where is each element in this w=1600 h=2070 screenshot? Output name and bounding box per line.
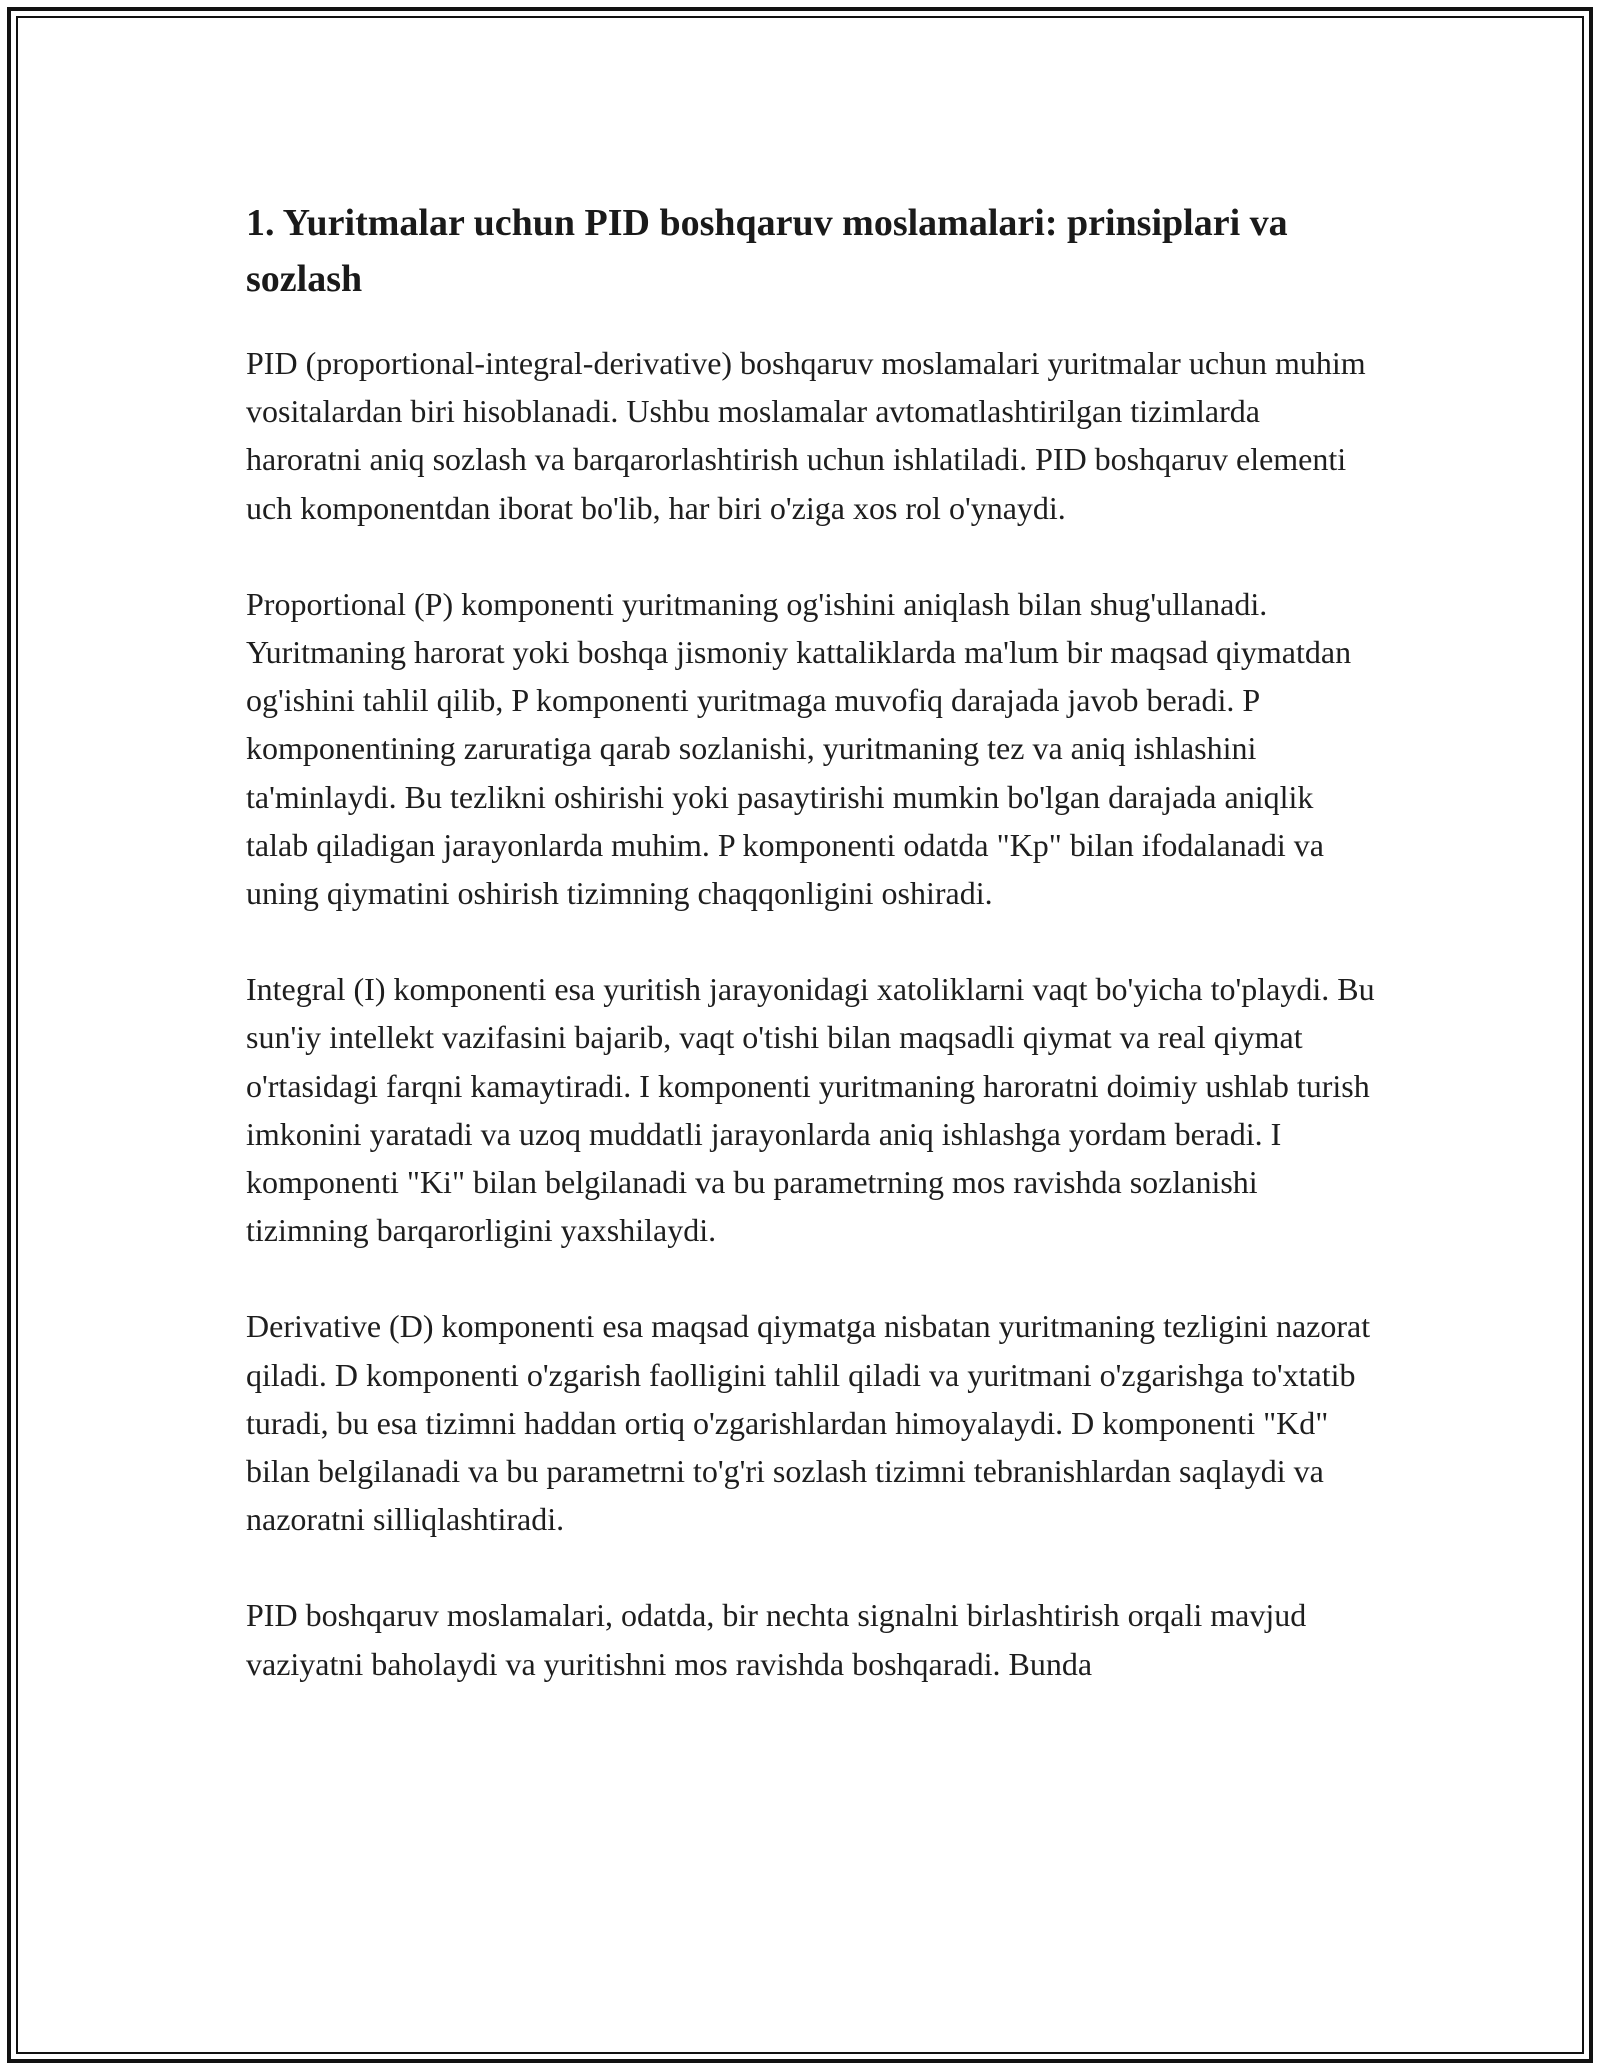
- paragraph-proportional: Proportional (P) komponenti yuritmaning og'ishini aniqlash bilan shug'ullanadi. Yuritmaning harorat yoki boshqa jismoniy kattaliklarda ma'lum bir maqsad qiymatdan og'ishini tahlil qilib, P komponenti yuritmaga muvofiq darajada javob beradi. P komponentining zaruratiga qarab sozlanishi, yuritmaning tez va aniq ishlashini ta'minlaydi. Bu tezlikni oshirishi yoki pasaytirishi mumkin bo'lgan darajada aniqlik talab qiladigan jarayonlarda muhim. P komponenti odatda "Kp" bilan ifodalanadi va uning qiymatini oshirish tizimning chaqqonligini oshiradi.: [246, 585, 1352, 912]
- paragraph-integral: Integral (I) komponenti esa yuritish jarayonidagi xatoliklarni vaqt bo'yicha to'playdi. Bu sun'iy intellekt vazifasini bajarib, vaqt o'tishi bilan maqsadli qiymat va real qiymat o'rtasidagi farqni kamaytiradi. I komponenti yuritmaning haroratni doimiy ushlab turish imkonini yaratadi va uzoq muddatli jarayonlarda aniq ishlashga yordam beradi. I komponenti "Ki" bilan belgilanadi va bu parametrning mos ravishda sozlanishi tizimning barqarorligini yaxshilaydi.: [246, 971, 1375, 1249]
- paragraph-derivative: Derivative (D) komponenti esa maqsad qiymatga nisbatan yuritmaning tezligini nazorat qiladi. D komponenti o'zgarish faolligini tahlil qiladi va yuritmani o'zgarishga to'xtatib turadi, bu esa tizimni haddan ortiq o'zgarishlardan himoyalaydi. D komponenti "Kd" bilan belgilanadi va bu parametrni to'g'ri sozlash tizimni tebranishlardan saqlaydi va nazoratni silliqlashtiradi.: [246, 1308, 1371, 1538]
- section-heading: 1. Yuritmalar uchun PID boshqaruv moslamalari: prinsiplari va sozlash: [246, 202, 1288, 300]
- document-body: [246, 195, 1381, 1736]
- page-frame: [7, 7, 1593, 2063]
- paragraph-summary: PID boshqaruv moslamalari, odatda, bir nechta signalni birlashtirish orqali mavjud vaziyatni baholaydi va yuritishni mos ravishda boshqaradi. Bunda: [246, 1597, 1307, 1682]
- paragraph-intro: PID (proportional-integral-derivative) boshqaruv moslamalari yuritmalar uchun muhim vositalardan biri hisoblanadi. Ushbu moslamalar avtomatlashtirilgan tizimlarda haroratni aniq sozlash va barqarorlashtirish uchun ishlatiladi. PID boshqaruv elementi uch komponentdan iborat bo'lib, har biri o'ziga xos rol o'ynaydi.: [246, 345, 1366, 526]
